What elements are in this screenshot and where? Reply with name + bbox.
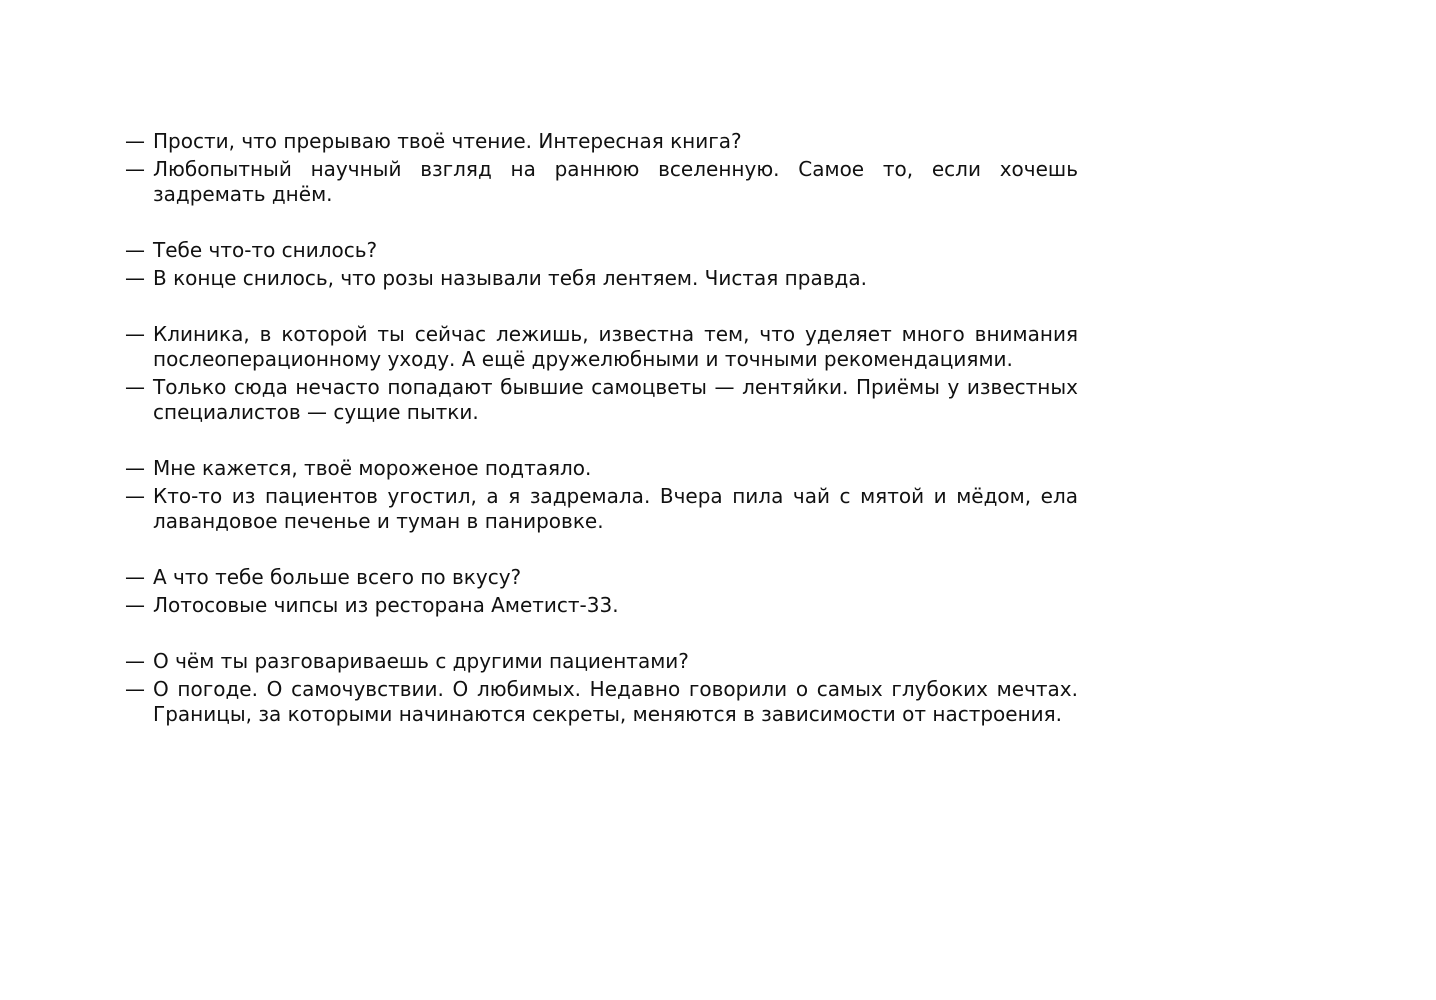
dialogue-text: Кто-то из пациентов угостил, а я задремала. Вчера пила чай с мятой и мёдом, ела лавандовое печенье и туман в панировке. — [153, 484, 1078, 533]
em-dash: — — [125, 266, 145, 290]
dialogue-line — [125, 129, 1078, 154]
dialogue-text: Тебе что-то снилось? — [153, 238, 378, 262]
dialogue-exchange-2 — [125, 238, 1078, 291]
em-dash: — — [125, 238, 145, 262]
em-dash: — — [125, 129, 145, 153]
dialogue-text: Мне кажется, твоё мороженое подтаяло. — [153, 456, 592, 480]
em-dash: — — [125, 593, 145, 617]
dialogue-page — [125, 129, 1078, 758]
dialogue-line — [125, 484, 1078, 534]
em-dash: — — [125, 322, 145, 346]
em-dash: — — [125, 375, 145, 399]
em-dash: — — [125, 565, 145, 589]
dialogue-text: Только сюда нечасто попадают бывшие самоцветы — лентяйки. Приёмы у известных специалистов — сущие пытки. — [153, 375, 1078, 424]
dialogue-text: Клиника, в которой ты сейчас лежишь, известна тем, что уделяет много внимания послеоперационному уходу. А ещё дружелюбными и точными рекомендациями. — [153, 322, 1078, 371]
dialogue-line — [125, 456, 1078, 481]
em-dash: — — [125, 456, 145, 480]
dialogue-line — [125, 565, 1078, 590]
dialogue-exchange-1 — [125, 129, 1078, 207]
dialogue-exchange-3 — [125, 322, 1078, 425]
em-dash: — — [125, 484, 145, 508]
dialogue-text: О чём ты разговариваешь с другими пациентами? — [153, 649, 689, 673]
dialogue-line — [125, 266, 1078, 291]
em-dash: — — [125, 649, 145, 673]
em-dash: — — [125, 157, 145, 181]
dialogue-line — [125, 677, 1078, 727]
dialogue-exchange-5 — [125, 565, 1078, 618]
dialogue-line — [125, 238, 1078, 263]
dialogue-line — [125, 593, 1078, 618]
dialogue-text: Любопытный научный взгляд на раннюю вселенную. Самое то, если хочешь задремать днём. — [153, 157, 1078, 206]
dialogue-text: А что тебе больше всего по вкусу? — [153, 565, 522, 589]
dialogue-text: Лотосовые чипсы из ресторана Аметист-33. — [153, 593, 619, 617]
dialogue-line — [125, 375, 1078, 425]
dialogue-text: Прости, что прерываю твоё чтение. Интересная книга? — [153, 129, 742, 153]
dialogue-text: О погоде. О самочувствии. О любимых. Недавно говорили о самых глубоких мечтах. Границы, за которыми начинаются секреты, меняются в зависимости от настроения. — [153, 677, 1078, 726]
dialogue-line — [125, 322, 1078, 372]
dialogue-exchange-4 — [125, 456, 1078, 534]
dialogue-text: В конце снилось, что розы называли тебя лентяем. Чистая правда. — [153, 266, 867, 290]
dialogue-line — [125, 157, 1078, 207]
dialogue-line — [125, 649, 1078, 674]
em-dash: — — [125, 677, 145, 701]
dialogue-exchange-6 — [125, 649, 1078, 727]
